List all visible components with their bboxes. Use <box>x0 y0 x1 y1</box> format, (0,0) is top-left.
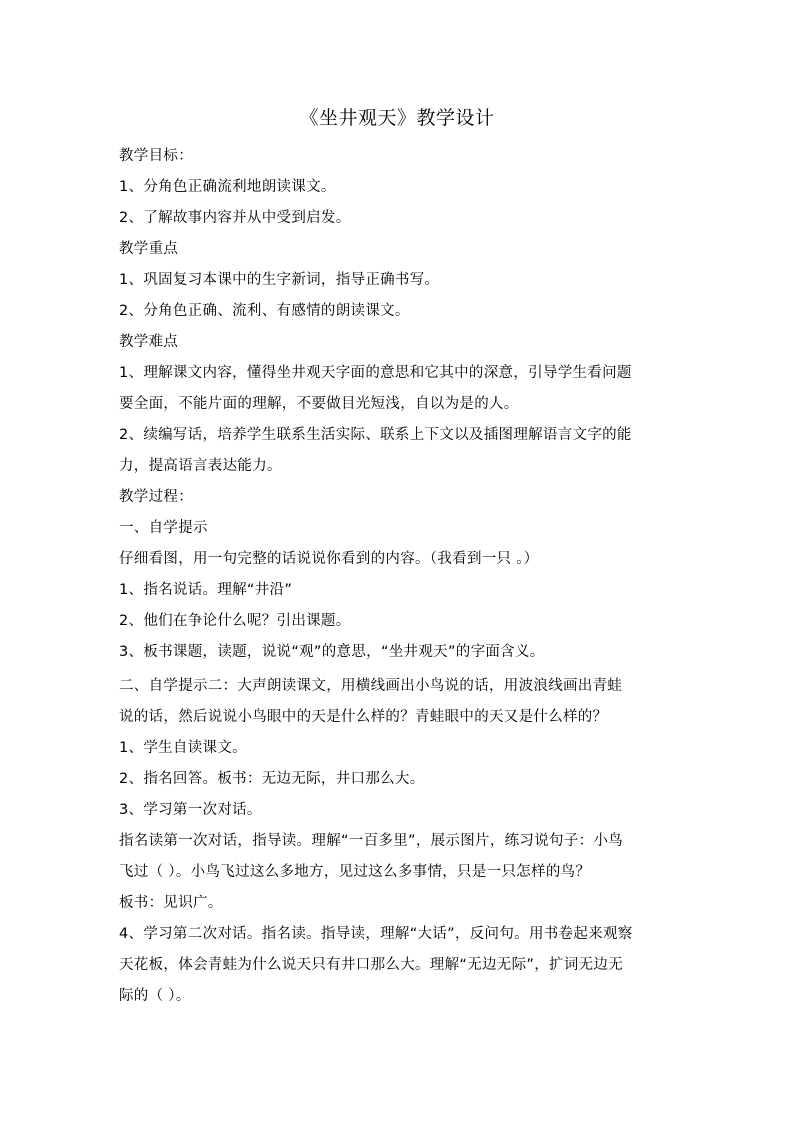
section-2-step-3-detail-line-2: 飞过（ ）。小鸟飞过这么多地方，见过这么多事情，只是一只怎样的鸟？ <box>119 864 591 880</box>
section-2-step-3: 3、学习第一次对话。 <box>119 802 262 818</box>
section-2-step-4-line-3: 际的（ ）。 <box>119 988 191 1004</box>
section-1-step-1: 1、指名说话。理解“井沿” <box>119 582 293 598</box>
section-1-heading: 一、自学提示 <box>119 520 208 536</box>
section-2-step-1: 1、学生自读课文。 <box>119 740 247 756</box>
key-point-item-2: 2、分角色正确、流利、有感情的朗读课文。 <box>119 303 410 319</box>
section-2-heading-line-1: 二、自学提示二：大声朗读课文，用横线画出小鸟说的话，用波浪线画出青蛙 <box>119 678 623 694</box>
section-2-step-3-board-note: 板书：见识广。 <box>119 895 223 911</box>
difficulty-item-2-line-2: 力，提高语言表达能力。 <box>119 458 282 474</box>
heading-objectives: 教学目标： <box>119 148 193 164</box>
section-1-step-2: 2、他们在争论什么呢？引出课题。 <box>119 613 351 629</box>
section-2-step-4-line-2: 天花板，体会青蛙为什么说天只有井口那么大。理解“无边无际”，扩词无边无 <box>119 957 624 973</box>
section-2-step-3-detail-line-1: 指名读第一次对话，指导读。理解“一百多里”，展示图片，练习说句子：小鸟 <box>119 833 624 849</box>
section-2-step-4-line-1: 4、学习第二次对话。指名读。指导读，理解“大话”，反问句。用书卷起来观察 <box>119 926 633 942</box>
objective-item-2: 2、了解故事内容并从中受到启发。 <box>119 210 351 226</box>
heading-difficulties: 教学难点 <box>119 334 179 350</box>
heading-process: 教学过程： <box>119 489 193 505</box>
section-1-prompt: 仔细看图，用一句完整的话说说你看到的内容。（我看到一只 。） <box>119 551 539 567</box>
heading-key-points: 教学重点 <box>119 241 179 257</box>
section-2-heading-line-2: 说的话，然后说说小鸟眼中的天是什么样的？青蛙眼中的天又是什么样的？ <box>119 709 608 725</box>
key-point-item-1: 1、巩固复习本课中的生字新词，指导正确书写。 <box>119 272 440 288</box>
objective-item-1: 1、分角色正确流利地朗读课文。 <box>119 179 336 195</box>
difficulty-item-2-line-1: 2、续编写话，培养学生联系生活实际、联系上下文以及插图理解语言文字的能 <box>119 427 632 443</box>
difficulty-item-1-line-2: 要全面，不能片面的理解，不要做目光短浅，自以为是的人。 <box>119 396 519 412</box>
section-2-step-2: 2、指名回答。板书：无边无际，井口那么大。 <box>119 771 425 787</box>
section-1-step-3: 3、板书课题，读题，说说“观”的意思，“坐井观天”的字面含义。 <box>119 644 545 660</box>
document-title: 《坐井观天》教学设计 <box>299 107 495 129</box>
difficulty-item-1-line-1: 1、理解课文内容，懂得坐井观天字面的意思和它其中的深意，引导学生看问题 <box>119 365 632 381</box>
